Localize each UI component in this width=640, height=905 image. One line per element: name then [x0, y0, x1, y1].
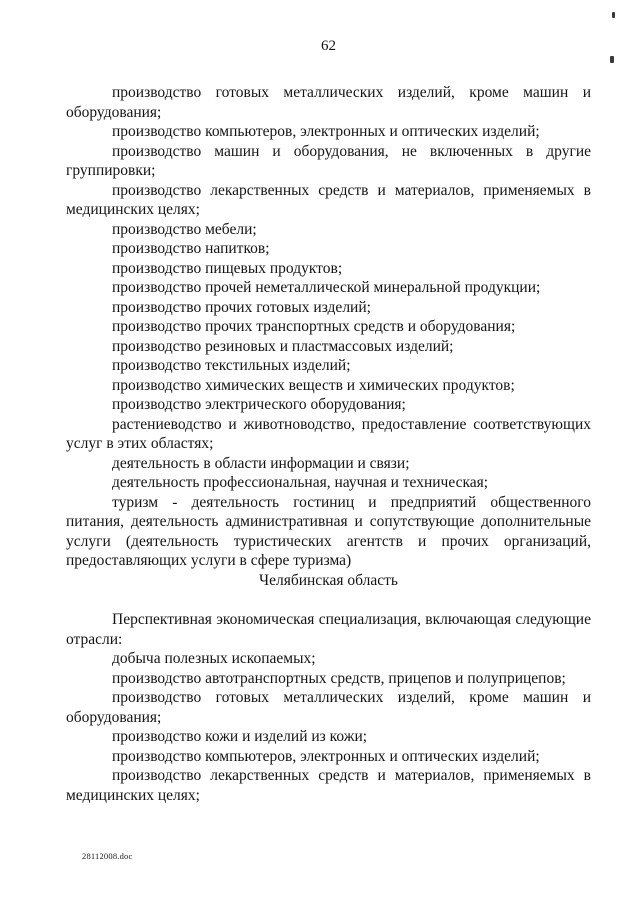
paragraph: производство прочих готовых изделий;	[112, 298, 371, 316]
paragraph: производство машин и оборудования, не включенных в другие группировки;	[66, 142, 591, 179]
section-heading: Челябинская область	[259, 571, 398, 589]
paragraph: производство текстильных изделий;	[112, 357, 351, 374]
paragraph: добыча полезных ископаемых;	[112, 650, 316, 667]
body-text	[66, 83, 591, 805]
paragraph: производство химических веществ и химических продуктов;	[112, 376, 515, 394]
paragraph: туризм - деятельность гостиниц и предприятий общественного питания, деятельность административная и сопутствующие дополнительные услуги (деятельность туристических агентств и прочих организаций, предоставляющих услуги в сфере туризма)	[66, 493, 591, 569]
paragraph: растениеводство и животноводство, предоставление соответствующих услуг в этих областях;	[66, 415, 591, 452]
paragraph: производство компьютеров, электронных и оптических изделий;	[112, 747, 540, 765]
paragraph: производство пищевых продуктов;	[112, 259, 343, 277]
paragraph: производство прочей неметаллической минеральной продукции;	[112, 279, 541, 296]
paragraph: производство электрического оборудования;	[112, 396, 406, 413]
paragraph: производство кожи и изделий из кожи;	[112, 728, 368, 745]
scan-speck-bottom-icon	[610, 56, 614, 63]
paragraph: деятельность профессиональная, научная и техническая;	[112, 474, 489, 491]
paragraph: Перспективная экономическая специализация, включающая следующие отрасли:	[66, 611, 591, 648]
footer-filename: 28112008.doc	[82, 851, 133, 861]
paragraph: производство компьютеров, электронных и оптических изделий;	[112, 123, 540, 140]
paragraph: производство напитков;	[112, 240, 270, 257]
page-number: 62	[321, 38, 336, 54]
paragraph: производство прочих транспортных средств и оборудования;	[112, 318, 516, 335]
scan-speck-top-icon	[612, 12, 615, 18]
paragraph: деятельность в области информации и связи;	[112, 454, 410, 472]
paragraph: производство готовых металлических изделий, кроме машин и оборудования;	[66, 689, 591, 726]
paragraph: производство автотранспортных средств, прицепов и полуприцепов;	[112, 669, 566, 687]
paragraph: производство резиновых и пластмассовых изделий;	[112, 337, 454, 355]
paragraph: производство готовых металлических изделий, кроме машин и оборудования;	[66, 84, 591, 121]
paragraph: производство лекарственных средств и материалов, применяемых в медицинских целях;	[66, 181, 591, 218]
paragraph: производство лекарственных средств и материалов, применяемых в медицинских целях;	[66, 767, 591, 804]
paragraph: производство мебели;	[112, 220, 257, 238]
